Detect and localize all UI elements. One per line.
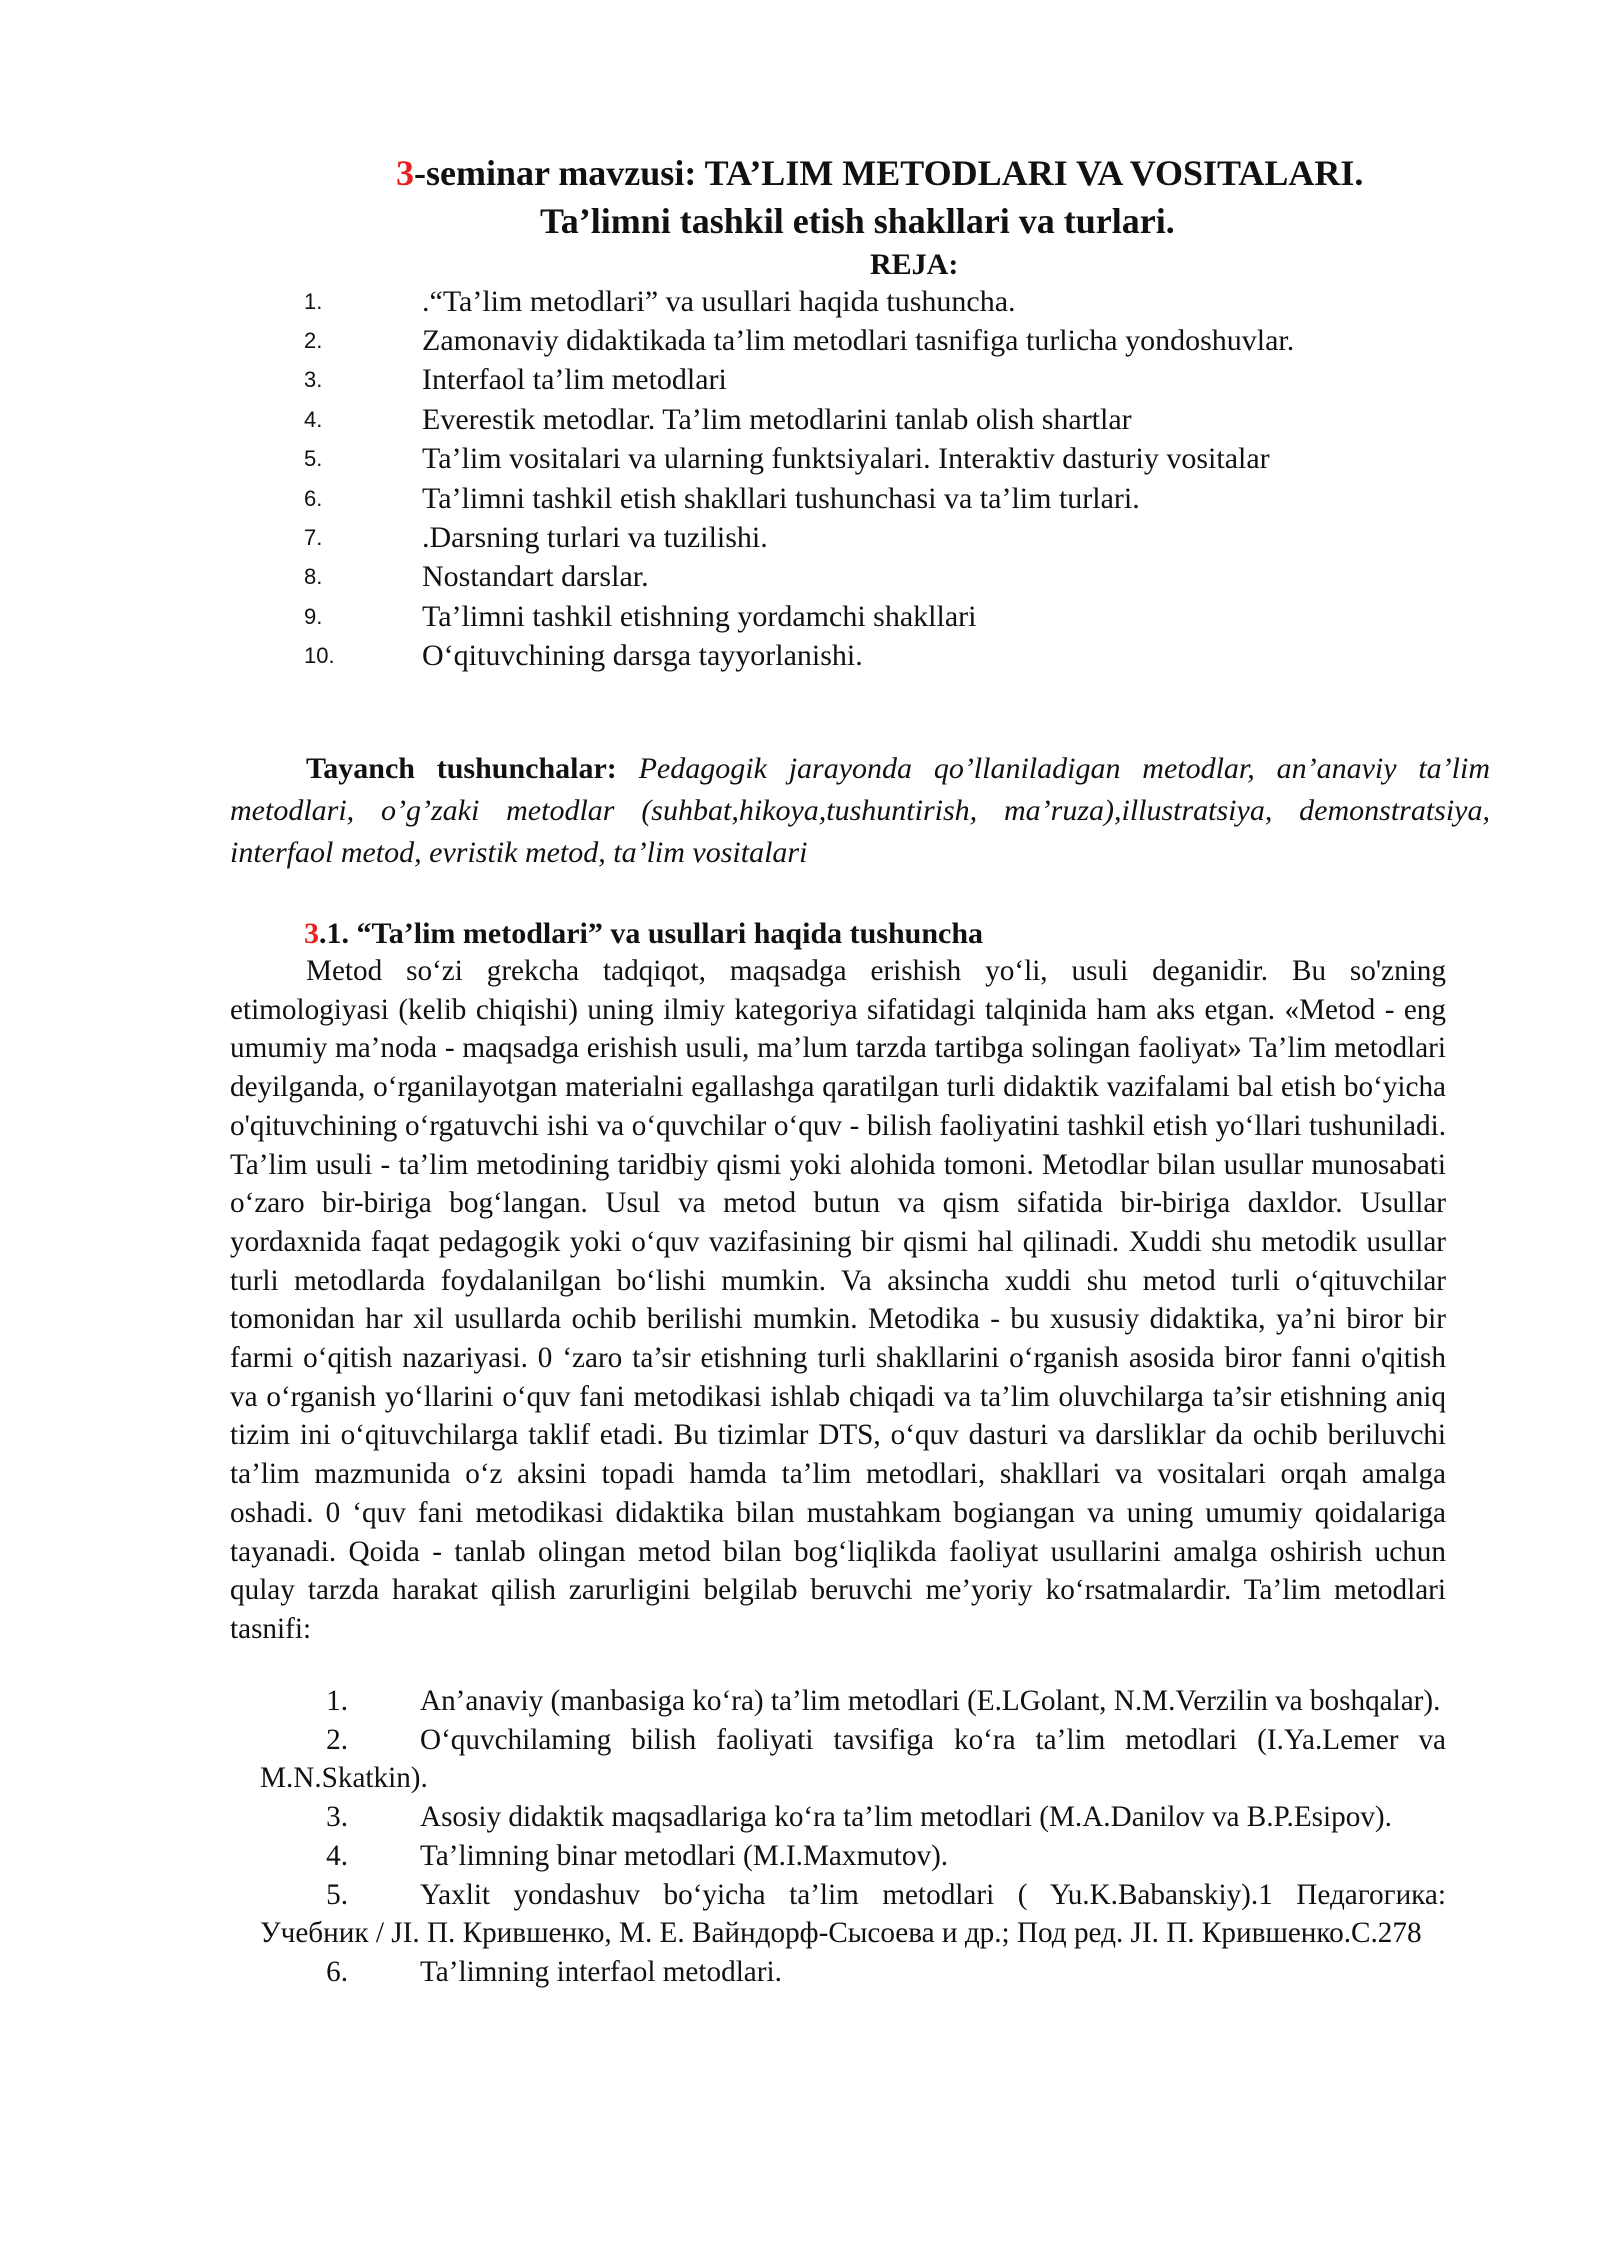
classification-number: 6.: [326, 1955, 348, 1988]
classification-number: 3.: [326, 1801, 348, 1834]
plan-item-text: Nostandart darslar.: [422, 560, 649, 594]
plan-item-text: .Darsning turlari va tuzilishi.: [422, 521, 768, 555]
plan-item: [300, 361, 1500, 400]
plan-item: [300, 637, 1500, 676]
plan-item-text: Interfaol ta’lim metodlari: [422, 363, 727, 397]
section-heading: [304, 914, 983, 954]
plan-item-text: Zamonaviy didaktikada ta’lim metodlari tasnifiga turlicha yondoshuvlar.: [422, 324, 1295, 358]
key-concepts-text: Pedagogik jarayonda qo’llaniladigan metodlar, an’anaviy ta’lim metodlari, o’g’zaki metodlar (suhbat,hikoya,tushuntirish, ma’ruza),illustratsiya, demonstratsiya, interfaol metod, evristik metod, ta’lim vositalari: [230, 752, 1491, 869]
page-title: [396, 152, 1536, 194]
plan-item-text: Ta’lim vositalari va ularning funktsiyalari. Interaktiv dasturiy vositalar: [422, 442, 1270, 476]
plan-item-number: 2.: [304, 328, 323, 354]
section-number: 3: [304, 917, 319, 950]
classification-item: [260, 1953, 1446, 1992]
plan-item: [300, 479, 1500, 518]
page-subtitle: Ta’limni tashkil etish shakllari va turlari.: [540, 201, 1175, 241]
classification-text: An’anaviy (manbasiga ko‘ra) ta’lim metodlari (E.LGolant, N.M.Verzilin va boshqalar).: [420, 1685, 1441, 1717]
plan-item-text: Ta’limni tashkil etishning yordamchi shakllari: [422, 599, 977, 633]
plan-item-text: .“Ta’lim metodlari” va usullari haqida tushuncha.: [422, 284, 1016, 318]
classification-number: 2.: [326, 1723, 348, 1756]
plan-item: [300, 518, 1500, 557]
classification-item: [260, 1721, 1446, 1798]
plan-item-number: 10.: [304, 643, 335, 669]
body-paragraph: Metod so‘zi grekcha tadqiqot, maqsadga erishish yo‘li, usuli deganidir. Bu so'zning etimologiyasi (kelib chiqishi) uning ilmiy kategoriya sifatidagi talqinida ham aks etgan. «Metod - eng umumiy ma’noda - maqsadga erishish usuli, ma’lum tarzda tartibga solingan faoliyat» Ta’lim metodlari deyilganda, o‘rganilayotgan materialni egallashga qaratilgan turli didaktik vazifalami bal etish bo‘yicha o'qituvchining o‘rgatuvchi ishi va o‘quvchilar o‘quv - bilish faoliyatini tashkil etish yo‘llari tushuniladi. Ta’lim usuli - ta’lim metodining taridbiy qismi yoki alohida tomoni. Metodlar bilan usullar munosabati o‘zaro bir-biriga bog‘langan. Usul va metod butun va qism sifatida bir-biriga daxldor. Usullar yordaxnida faqat pedagogik yoki o‘quv vazifasining bir qismi hal qilinadi. Xuddi shu metodik usullar turli metodlarda foydalanilgan bo‘lishi mumkin. Va aksincha xuddi shu metod turli o‘qituvchilar tomonidan har xil usullarda ochib berilishi mumkin. Metodika - bu xususiy didaktika, ya’ni biror bir farmi o‘qitish nazariyasi. 0 ‘zaro ta’sir etishning turli shakllarini o‘rganish asosida biror fanni o'qitish va o‘rganish yo‘llarini o‘quv fani metodikasi ishlab chiqadi va ta’lim oluvchilarga ta’sir etishning aniq tizim ini o‘qituvchilarga taklif etadi. Bu tizimlar DTS, o‘quv dasturi va darsliklar da ochib beriluvchi ta’lim mazmunida o‘z aksini topadi hamda ta’lim metodlari, shakllari va vositalari orqah amalga oshadi. 0 ‘quv fani metodikasi didaktika bilan mustahkam bogiangan va uning umumiy qoidalariga tayanadi. Qoida - tanlab olingan metod bilan bog‘liqlikda faoliyat usullarini amalga oshirish uchun qulay tarzda harakat qilish zarurligini belgilab beruvchi me’yoriy ko‘rsatmalardir. Ta’lim metodlari tasnifi:: [230, 955, 1446, 1645]
classification-text: O‘quvchilaming bilish faoliyati tavsifiga ko‘ra ta’lim metodlari (I.Ya.Lemer va M.N.Skatkin).: [260, 1723, 1446, 1795]
plan-item-number: 4.: [304, 406, 323, 432]
key-concepts-label: Tayanch tushunchalar:: [306, 752, 617, 785]
classification-text: Yaxlit yondashuv bo‘yicha ta’lim metodlari ( Yu.K.Babanskiy).1 Педагогика: Учебник / JI. П. Крившенко, М. Е. Вайндорф-Сысоева и др.; Под ред. JI. П. Крившенко.С.278: [260, 1878, 1446, 1950]
body-text: [230, 952, 1446, 1649]
classification-text: Ta’limning interfaol metodlari.: [420, 1955, 782, 1988]
plan-item: [300, 400, 1500, 439]
plan-item-number: 5.: [304, 446, 323, 472]
plan-item: [300, 597, 1500, 636]
plan-item-number: 8.: [304, 564, 323, 590]
plan-list: [300, 282, 1500, 676]
plan-item-number: 7.: [304, 525, 323, 551]
classification-number: 5.: [326, 1878, 348, 1911]
title-line1: -seminar mavzusi: TA’LIM METODLARI VA VOSITALARI.: [414, 153, 1364, 193]
classification-number: 4.: [326, 1839, 348, 1872]
plan-item: [300, 440, 1500, 479]
section-title: .1. “Ta’lim metodlari” va usullari haqida tushuncha: [319, 917, 984, 950]
plan-item-text: Ta’limni tashkil etish shakllari tushunchasi va ta’lim turlari.: [422, 481, 1140, 515]
plan-item-number: 6.: [304, 485, 323, 511]
classification-item: [260, 1682, 1446, 1721]
classification-text: Asosiy didaktik maqsadlariga ko‘ra ta’lim metodlari (M.A.Danilov va B.P.Esipov).: [420, 1801, 1392, 1834]
plan-item-text: Everestik metodlar. Ta’lim metodlarini tanlab olish shartlar: [422, 402, 1132, 436]
classification-item: [260, 1837, 1446, 1876]
plan-item: [300, 558, 1500, 597]
classification-item: [260, 1876, 1446, 1953]
key-concepts: [230, 748, 1490, 874]
classification-item: [260, 1798, 1446, 1837]
seminar-number: 3: [396, 153, 414, 193]
plan-item: [300, 282, 1500, 321]
plan-item: [300, 321, 1500, 360]
classification-text: Ta’limning binar metodlari (M.I.Maxmutov).: [420, 1839, 949, 1872]
plan-item-number: 9.: [304, 603, 323, 629]
classification-number: 1.: [326, 1685, 348, 1717]
classification-list: [260, 1682, 1446, 1992]
plan-heading: REJA:: [870, 248, 959, 281]
plan-item-number: 3.: [304, 367, 323, 393]
plan-item-number: 1.: [304, 288, 323, 314]
plan-item-text: O‘qituvchining darsga tayyorlanishi.: [422, 639, 863, 673]
